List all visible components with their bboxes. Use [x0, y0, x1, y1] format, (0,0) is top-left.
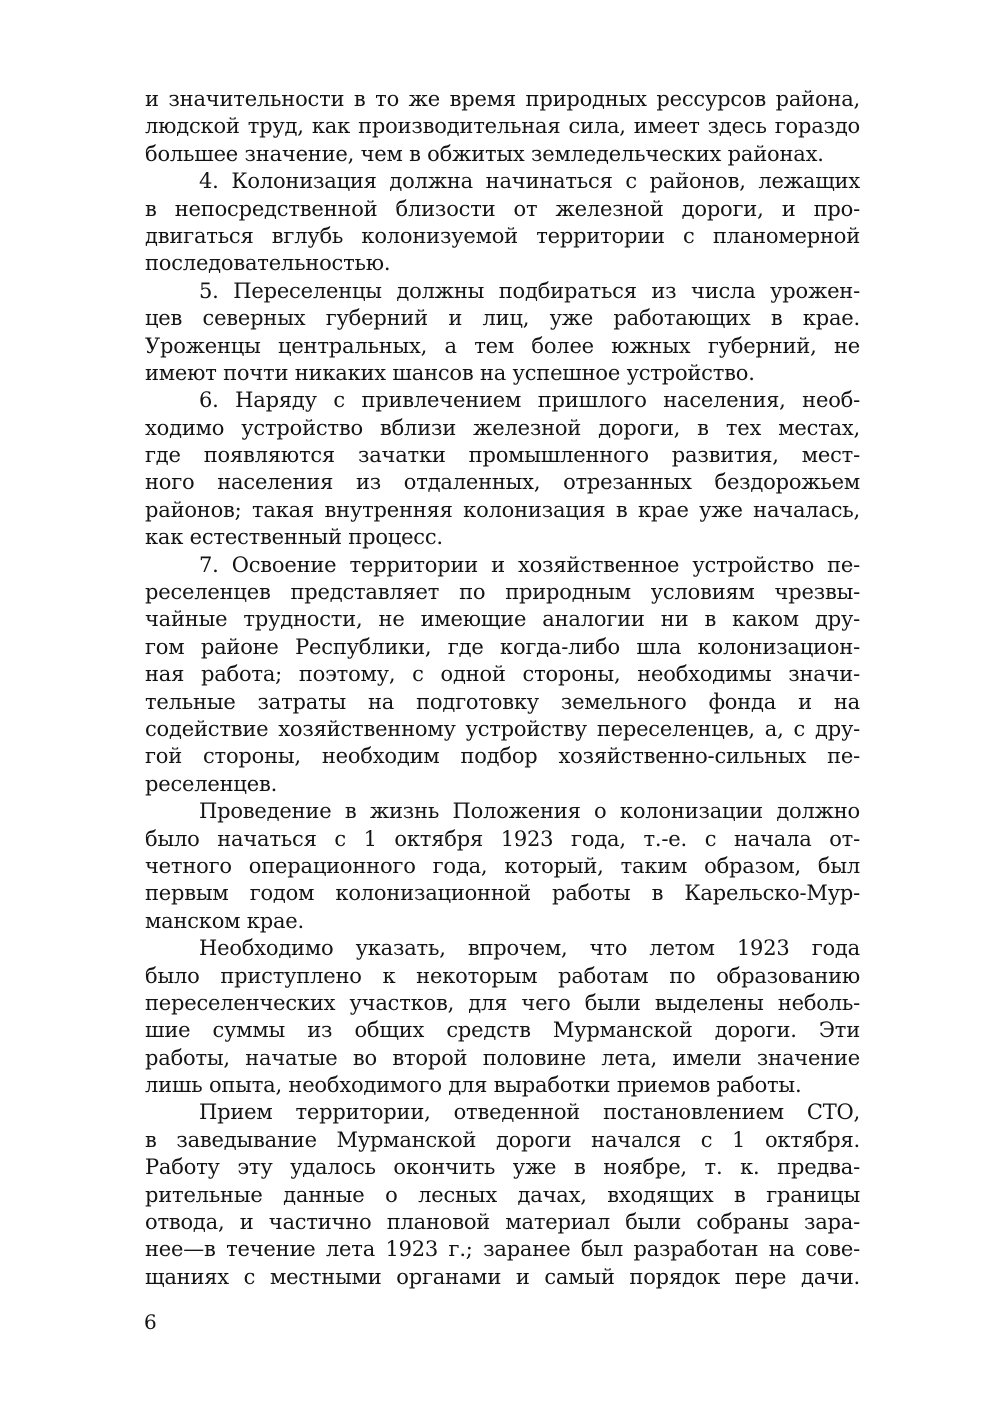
text-line: как естественный процесс. [145, 525, 443, 550]
text-line: последовательностью. [145, 251, 391, 276]
text-line: гой стороны, необходим подбор хозяйственно-сильных пе- [145, 744, 860, 769]
text-line: в заведывание Мурманской дороги начался с 1 октября. [145, 1127, 860, 1152]
text-line: в непосредственной близости от железной дороги, и про- [145, 196, 860, 221]
text-line: переселенческих участков, для чего были выделены неболь- [145, 990, 860, 1015]
text-line: ная работа; поэтому, с одной стороны, необходимы значи- [145, 662, 860, 687]
text-line: манском крае. [145, 908, 304, 933]
text-line: 5. Переселенцы должны подбираться из числа урожен- [199, 278, 860, 303]
text-line: цев северных губерний и лиц, уже работающих в крае. [145, 306, 860, 331]
text-line: реселенцев представляет по природным условиям чрезвы- [145, 580, 860, 605]
text-line: гом районе Республики, где когда-либо шла колонизацион- [145, 634, 860, 659]
text-line: тельные затраты на подготовку земельного фонда и на [145, 689, 860, 714]
text-line: работы, начатые во второй половине лета, имели значение [145, 1045, 860, 1070]
text-line: было приступлено к некоторым работам по образованию [145, 963, 860, 988]
text-line: Прием территории, отведенной постановлением СТО, [199, 1100, 860, 1125]
text-line: щаниях с местными органами и самый порядок пере дачи. [145, 1264, 860, 1289]
text-line: Необходимо указать, впрочем, что летом 1923 года [199, 936, 860, 961]
page-number: 6 [144, 1310, 157, 1334]
text-line: имеют почти никаких шансов на успешное устройство. [145, 360, 755, 385]
text-line: первым годом колонизационной работы в Карельско-Мур- [145, 881, 860, 906]
text-line: Работу эту удалось окончить уже в ноябре, т. к. предва- [145, 1155, 860, 1180]
text-line: отвода, и частично плановой материал были собраны зара- [145, 1210, 860, 1235]
text-line: рительные данные о лесных дачах, входящих в границы [145, 1182, 860, 1207]
text-line: Уроженцы центральных, а тем более южных губерний, не [145, 333, 860, 358]
text-line: людской труд, как производительная сила, имеет здесь гораздо [145, 114, 860, 139]
text-line: 7. Освоение территории и хозяйственное устройство пе- [199, 552, 860, 577]
text-line: нее—в течение лета 1923 г.; заранее был разработан на сове- [145, 1237, 860, 1262]
body-text [145, 86, 860, 1291]
text-line: где появляются зачатки промышленного развития, мест- [145, 443, 860, 468]
text-line: Проведение в жизнь Положения о колонизации должно [199, 799, 860, 824]
text-line: двигаться вглубь колонизуемой территории с планомерной [145, 223, 860, 248]
text-line: реселенцев. [145, 771, 278, 796]
text-line: ного населения из отдаленных, отрезанных бездорожьем [145, 470, 860, 495]
text-line: было начаться с 1 октября 1923 года, т.-е. с начала от- [145, 826, 860, 851]
text-line: 4. Колонизация должна начинаться с районов, лежащих [199, 169, 860, 194]
text-line: ходимо устройство вблизи железной дороги, в тех местах, [145, 415, 860, 440]
text-line: чайные трудности, не имеющие аналогии ни в каком дру- [145, 607, 860, 632]
text-line: 6. Наряду с привлечением пришлого населения, необ- [199, 388, 860, 413]
text-line: лишь опыта, необходимого для выработки приемов работы. [145, 1073, 802, 1098]
text-line: четного операционного года, который, таким образом, был [145, 853, 860, 878]
text-line: содействие хозяйственному устройству переселенцев, а, с дру- [145, 716, 860, 741]
text-line: большее значение, чем в обжитых земледельческих районах. [145, 141, 824, 166]
text-line: районов; такая внутренняя колонизация в крае уже началась, [145, 497, 860, 522]
text-line: шие суммы из общих средств Мурманской дороги. Эти [145, 1018, 860, 1043]
text-line: и значительности в то же время природных рессурсов района, [145, 87, 860, 111]
